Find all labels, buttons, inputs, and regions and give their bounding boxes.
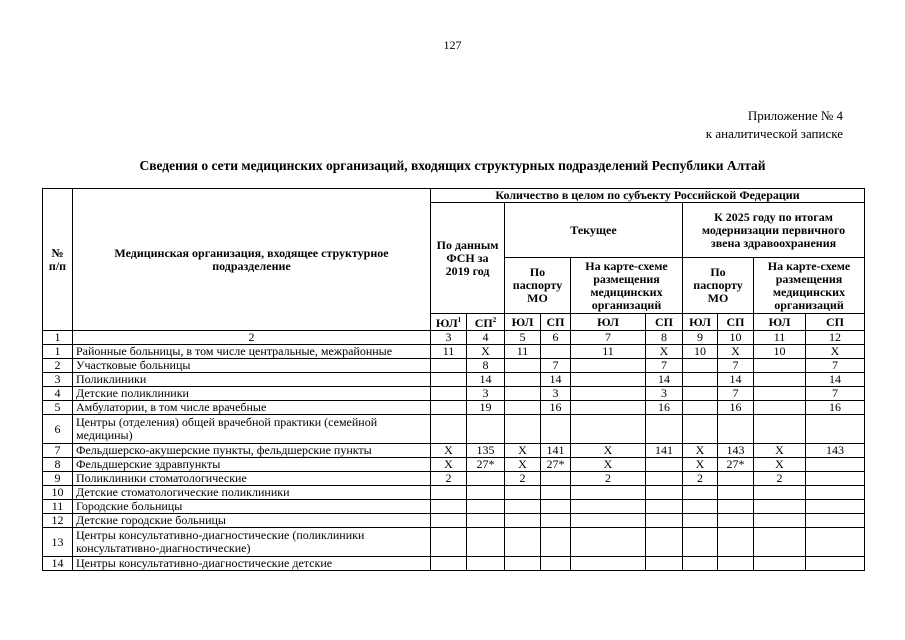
- value-cell: [754, 500, 806, 514]
- value-cell: [541, 500, 571, 514]
- value-cell: [541, 557, 571, 571]
- value-cell: [541, 415, 571, 444]
- value-cell: 7: [718, 359, 754, 373]
- value-cell: [806, 415, 865, 444]
- table-row: [43, 557, 865, 571]
- value-cell: 7: [806, 387, 865, 401]
- table-row: [43, 359, 865, 373]
- value-cell: 14: [467, 373, 505, 387]
- value-cell: [718, 514, 754, 528]
- value-cell: [683, 415, 718, 444]
- value-cell: [754, 557, 806, 571]
- value-cell: [571, 500, 646, 514]
- value-cell: 3: [541, 387, 571, 401]
- organization-name: Районные больницы, в том числе центральные, межрайонные: [73, 345, 431, 359]
- header-ul: ЮЛ: [754, 314, 806, 331]
- value-cell: X: [431, 444, 467, 458]
- value-cell: [806, 472, 865, 486]
- value-cell: [431, 528, 467, 557]
- table-row: [43, 500, 865, 514]
- organization-name: Детские городские больницы: [73, 514, 431, 528]
- value-cell: [683, 359, 718, 373]
- value-cell: [754, 528, 806, 557]
- column-number-row: [43, 331, 865, 345]
- value-cell: [754, 415, 806, 444]
- row-number: 12: [43, 514, 73, 528]
- value-cell: 135: [467, 444, 505, 458]
- value-cell: [467, 500, 505, 514]
- table-row: [43, 387, 865, 401]
- footnote-mark: 1: [457, 316, 462, 324]
- value-cell: [505, 373, 541, 387]
- value-cell: [754, 359, 806, 373]
- value-cell: [806, 557, 865, 571]
- value-cell: 14: [646, 373, 683, 387]
- row-number: 13: [43, 528, 73, 557]
- row-number: 7: [43, 444, 73, 458]
- appendix-label: Приложение № 4: [747, 108, 843, 123]
- table-row: [43, 345, 865, 359]
- header-current-passport: По паспорту МО: [505, 258, 571, 314]
- value-cell: [571, 528, 646, 557]
- value-cell: [718, 486, 754, 500]
- header-ul: ЮЛ: [683, 314, 718, 331]
- value-cell: [683, 373, 718, 387]
- header-current: Текущее: [505, 203, 683, 258]
- value-cell: [646, 472, 683, 486]
- value-cell: 10: [683, 345, 718, 359]
- row-number: 14: [43, 557, 73, 571]
- row-number: 10: [43, 486, 73, 500]
- header-2025-map-scheme: На карте-схеме размещения медицинских организаций: [754, 258, 865, 314]
- value-cell: 2: [571, 472, 646, 486]
- row-number: 11: [43, 500, 73, 514]
- value-cell: [505, 486, 541, 500]
- value-cell: [431, 401, 467, 415]
- value-cell: [541, 486, 571, 500]
- table-row: [43, 401, 865, 415]
- header-total: Количество в целом по субъекту Российской Федерации: [431, 189, 865, 203]
- column-number: 5: [505, 331, 541, 345]
- value-cell: [806, 486, 865, 500]
- header-sp: СП: [806, 314, 865, 331]
- value-cell: 3: [646, 387, 683, 401]
- value-cell: 7: [718, 387, 754, 401]
- value-cell: X: [754, 458, 806, 472]
- value-cell: [571, 514, 646, 528]
- value-cell: X: [806, 345, 865, 359]
- table-row: [43, 373, 865, 387]
- value-cell: [467, 514, 505, 528]
- value-cell: [754, 373, 806, 387]
- value-cell: X: [683, 444, 718, 458]
- value-cell: 16: [646, 401, 683, 415]
- organization-name: Участковые больницы: [73, 359, 431, 373]
- header-ul: ЮЛ: [571, 314, 646, 331]
- value-cell: [806, 458, 865, 472]
- value-cell: [683, 528, 718, 557]
- value-cell: X: [754, 444, 806, 458]
- value-cell: X: [505, 458, 541, 472]
- row-number: 4: [43, 387, 73, 401]
- footnote-mark: 2: [492, 316, 497, 324]
- value-cell: 2: [431, 472, 467, 486]
- value-cell: [646, 528, 683, 557]
- row-number: 9: [43, 472, 73, 486]
- value-cell: 8: [467, 359, 505, 373]
- value-cell: 11: [431, 345, 467, 359]
- document-title: Сведения о сети медицинских организаций, входящих структурных подразделений Республики Алтай: [139, 158, 766, 173]
- row-number: 3: [43, 373, 73, 387]
- appendix-subtitle: к аналитической записке: [705, 126, 843, 141]
- header-sp: СП: [718, 314, 754, 331]
- value-cell: [646, 514, 683, 528]
- header-by-2025: К 2025 году по итогам модернизации первичного звена здравоохранения: [683, 203, 865, 258]
- row-number: 2: [43, 359, 73, 373]
- value-cell: 10: [754, 345, 806, 359]
- value-cell: [683, 514, 718, 528]
- table-row: [43, 514, 865, 528]
- value-cell: 11: [571, 345, 646, 359]
- value-cell: [571, 373, 646, 387]
- value-cell: X: [718, 345, 754, 359]
- value-cell: [467, 472, 505, 486]
- organization-name: Детские поликлиники: [73, 387, 431, 401]
- value-cell: [431, 359, 467, 373]
- value-cell: [646, 415, 683, 444]
- value-cell: 16: [541, 401, 571, 415]
- value-cell: 16: [806, 401, 865, 415]
- value-cell: [571, 359, 646, 373]
- value-cell: [431, 373, 467, 387]
- value-cell: X: [467, 345, 505, 359]
- table-row: [43, 472, 865, 486]
- value-cell: [718, 472, 754, 486]
- organization-name: Амбулатории, в том числе врачебные: [73, 401, 431, 415]
- value-cell: 27*: [541, 458, 571, 472]
- organization-name: Городские больницы: [73, 500, 431, 514]
- column-number: 3: [431, 331, 467, 345]
- page-number: 127: [443, 38, 462, 52]
- value-cell: 2: [505, 472, 541, 486]
- organization-name: Центры (отделения) общей врачебной практики (семейной медицины): [73, 415, 431, 444]
- value-cell: [431, 415, 467, 444]
- value-cell: 11: [505, 345, 541, 359]
- organization-name: Центры консультативно-диагностические (поликлиники консультативно-диагностические): [73, 528, 431, 557]
- value-cell: [431, 514, 467, 528]
- value-cell: [718, 500, 754, 514]
- table-row: [43, 458, 865, 472]
- table-row: [43, 528, 865, 557]
- value-cell: 7: [646, 359, 683, 373]
- value-cell: [754, 387, 806, 401]
- header-organization: Медицинская организация, входящее структурное подразделение: [73, 189, 431, 331]
- header-fsn-2019: По данным ФСН за 2019 год: [431, 203, 505, 314]
- value-cell: 141: [646, 444, 683, 458]
- value-cell: [505, 387, 541, 401]
- value-cell: [806, 514, 865, 528]
- column-number: 11: [754, 331, 806, 345]
- column-number: 12: [806, 331, 865, 345]
- value-cell: 143: [806, 444, 865, 458]
- value-cell: [467, 557, 505, 571]
- value-cell: [646, 500, 683, 514]
- value-cell: [683, 557, 718, 571]
- value-cell: 143: [718, 444, 754, 458]
- value-cell: 14: [541, 373, 571, 387]
- value-cell: 7: [806, 359, 865, 373]
- value-cell: [646, 486, 683, 500]
- organization-name: Фельдшерские здравпункты: [73, 458, 431, 472]
- value-cell: [571, 401, 646, 415]
- value-cell: 2: [754, 472, 806, 486]
- value-cell: [431, 500, 467, 514]
- value-cell: 141: [541, 444, 571, 458]
- value-cell: [505, 359, 541, 373]
- value-cell: [806, 528, 865, 557]
- organization-name: Поликлиники: [73, 373, 431, 387]
- organization-name: Поликлиники стоматологические: [73, 472, 431, 486]
- header-num: № п/п: [43, 189, 73, 331]
- row-number: 6: [43, 415, 73, 444]
- value-cell: [571, 486, 646, 500]
- value-cell: [541, 345, 571, 359]
- value-cell: [646, 557, 683, 571]
- value-cell: [431, 387, 467, 401]
- value-cell: X: [505, 444, 541, 458]
- value-cell: [505, 557, 541, 571]
- value-cell: 27*: [718, 458, 754, 472]
- header-2025-passport: По паспорту МО: [683, 258, 754, 314]
- value-cell: X: [571, 458, 646, 472]
- value-cell: [754, 514, 806, 528]
- value-cell: 16: [718, 401, 754, 415]
- value-cell: [683, 500, 718, 514]
- value-cell: [754, 401, 806, 415]
- value-cell: [718, 557, 754, 571]
- value-cell: [571, 387, 646, 401]
- column-number: 9: [683, 331, 718, 345]
- value-cell: [467, 528, 505, 557]
- value-cell: X: [431, 458, 467, 472]
- value-cell: X: [646, 345, 683, 359]
- value-cell: [571, 415, 646, 444]
- value-cell: 7: [541, 359, 571, 373]
- value-cell: [541, 472, 571, 486]
- column-number: 7: [571, 331, 646, 345]
- value-cell: [683, 486, 718, 500]
- medical-organizations-table: [42, 188, 865, 571]
- column-number: 1: [43, 331, 73, 345]
- organization-name: Детские стоматологические поликлиники: [73, 486, 431, 500]
- value-cell: 14: [718, 373, 754, 387]
- column-number: 4: [467, 331, 505, 345]
- row-number: 1: [43, 345, 73, 359]
- value-cell: [541, 528, 571, 557]
- value-cell: [541, 514, 571, 528]
- row-number: 8: [43, 458, 73, 472]
- header-sp: СП: [541, 314, 571, 331]
- value-cell: X: [571, 444, 646, 458]
- value-cell: 14: [806, 373, 865, 387]
- organization-name: Центры консультативно-диагностические детские: [73, 557, 431, 571]
- value-cell: [505, 415, 541, 444]
- row-number: 5: [43, 401, 73, 415]
- value-cell: [806, 500, 865, 514]
- header-ul: ЮЛ: [505, 314, 541, 331]
- value-cell: [718, 528, 754, 557]
- value-cell: [431, 557, 467, 571]
- value-cell: 2: [683, 472, 718, 486]
- value-cell: [505, 401, 541, 415]
- column-number: 10: [718, 331, 754, 345]
- table-row: [43, 444, 865, 458]
- column-number: 8: [646, 331, 683, 345]
- value-cell: [754, 486, 806, 500]
- value-cell: [431, 486, 467, 500]
- value-cell: 27*: [467, 458, 505, 472]
- value-cell: [467, 415, 505, 444]
- value-cell: 19: [467, 401, 505, 415]
- table-row: [43, 415, 865, 444]
- header-ul: $ЮЛ^1$: [431, 314, 467, 331]
- header-sp: СП: [646, 314, 683, 331]
- value-cell: [683, 387, 718, 401]
- value-cell: [718, 415, 754, 444]
- value-cell: X: [683, 458, 718, 472]
- table-row: [43, 486, 865, 500]
- value-cell: [646, 458, 683, 472]
- value-cell: [505, 500, 541, 514]
- column-number: 6: [541, 331, 571, 345]
- value-cell: [571, 557, 646, 571]
- value-cell: [505, 528, 541, 557]
- value-cell: [683, 401, 718, 415]
- value-cell: [467, 486, 505, 500]
- value-cell: [505, 514, 541, 528]
- column-number: 2: [73, 331, 431, 345]
- header-sp: $СП^2$: [467, 314, 505, 331]
- value-cell: 3: [467, 387, 505, 401]
- organization-name: Фельдшерско-акушерские пункты, фельдшерские пункты: [73, 444, 431, 458]
- header-current-map-scheme: На карте-схеме размещения медицинских организаций: [571, 258, 683, 314]
